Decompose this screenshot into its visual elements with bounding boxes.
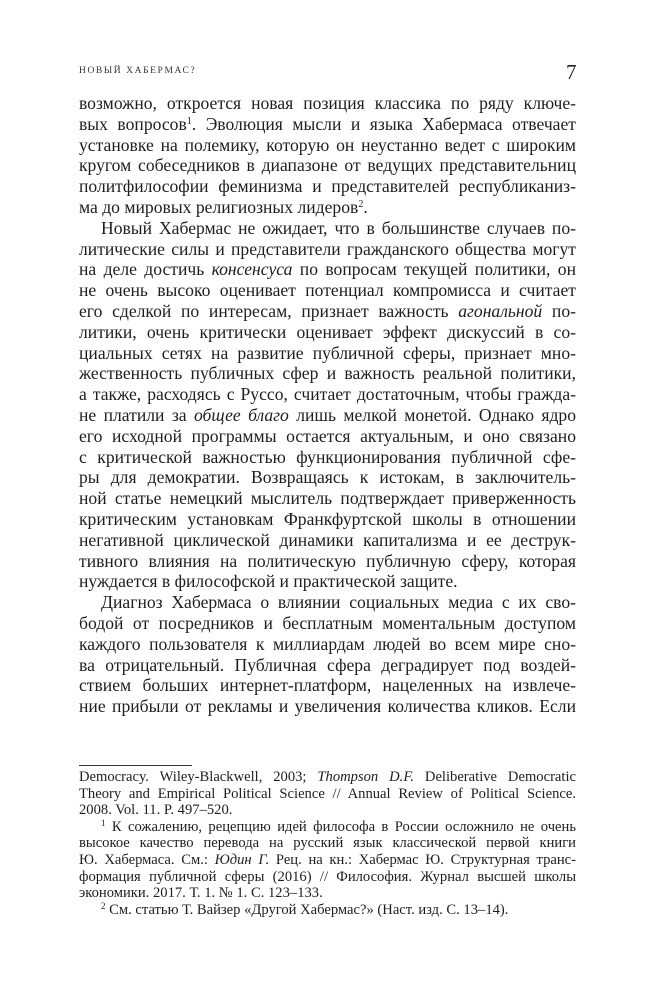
text-run: негативной циклической динамики капитализма и ее деструк- bbox=[79, 529, 576, 550]
text-line bbox=[79, 655, 576, 676]
text-run: не платили за bbox=[79, 404, 194, 425]
text-run: Democracy. Wiley-Blackwell, 2003; bbox=[79, 769, 318, 785]
text-run: Theory and Empirical Political Science // Annual Review of Political Science. bbox=[79, 785, 576, 802]
text-line bbox=[79, 675, 576, 696]
text-run: Новый Хабермас не ожидает, что в большинстве случаев по- bbox=[101, 217, 576, 238]
text-line bbox=[79, 197, 576, 218]
text-run: установке на полемику, которую он неустанно ведет с широким bbox=[79, 134, 576, 155]
text-run: лишь мелкой монетой. Однако ядро bbox=[288, 404, 577, 425]
text-run: жественность публичных сфер и важность реальной политики, bbox=[79, 363, 576, 384]
text-run: К сожалению, рецепцию идей философа в России осложнило не очень bbox=[105, 818, 576, 835]
text-run: политфилософии феминизма и представителей республиканиз- bbox=[79, 176, 576, 197]
text-line bbox=[79, 696, 576, 717]
text-line bbox=[79, 509, 576, 530]
footnote-ref: 2 bbox=[101, 900, 106, 911]
text-run: 2008. Vol. 11. P. 497–520. bbox=[79, 802, 233, 819]
text-line bbox=[79, 322, 576, 343]
text-run: каждого пользователя к миллиардам людей во всем мире сно- bbox=[79, 633, 576, 654]
text-run: с критической важностью функционирования публичной сфе- bbox=[79, 446, 576, 467]
text-line bbox=[79, 259, 576, 280]
text-line bbox=[79, 280, 576, 301]
footnote-line bbox=[79, 869, 576, 886]
footnote-line bbox=[79, 819, 576, 836]
text-line bbox=[79, 176, 576, 197]
text-line bbox=[79, 239, 576, 260]
text-run: по вопросам текущей политики, он bbox=[292, 259, 576, 280]
text-line bbox=[79, 447, 576, 468]
text-run: ва отрицательный. Публичная сфера деградирует под воздей- bbox=[79, 654, 576, 675]
text-run: ма до мировых религиозных лидеров bbox=[79, 196, 359, 217]
text-run: См. статью Т. Вайзер «Другой Хабермас?» (Наст. изд. С. 13–14). bbox=[105, 901, 509, 918]
text-line bbox=[79, 135, 576, 156]
text-run: возможно, откроется новая позиция классика по ряду ключе- bbox=[79, 93, 576, 113]
italic-text: Thompson D.F. bbox=[317, 769, 414, 785]
text-run: ствием больших интернет-платформ, нацеленных на извлече- bbox=[79, 675, 576, 696]
footnote-divider bbox=[79, 765, 192, 766]
italic-text: общее благо bbox=[193, 404, 289, 425]
footnote-line bbox=[79, 885, 576, 902]
text-run: . Эволюция мысли и языка Хабермаса отвечает bbox=[191, 113, 576, 134]
text-run: Рец. на кн.: Хабермас Ю. Структурная транс- bbox=[269, 851, 576, 868]
text-run: нуждается в философской и практической защите. bbox=[79, 571, 458, 592]
italic-text: агональной bbox=[458, 300, 543, 321]
text-run: критическим установкам Франкфуртской школы в отношении bbox=[79, 508, 576, 529]
text-run: экономики. 2017. Т. 1. № 1. С. 123–133. bbox=[79, 885, 323, 902]
text-line bbox=[79, 488, 576, 509]
footnote-line bbox=[79, 786, 576, 803]
text-run: Ю. Хабермаса. См.: bbox=[79, 851, 215, 868]
footnotes bbox=[79, 769, 576, 918]
text-run: по- bbox=[542, 300, 576, 321]
text-line bbox=[79, 530, 576, 551]
text-run: тивного влияния на политическую публичную сферу, которая bbox=[79, 550, 576, 571]
text-run: . bbox=[363, 196, 368, 217]
text-run: Deliberative Democratic bbox=[414, 769, 576, 785]
text-run: литические силы и представители гражданского общества могут bbox=[79, 238, 576, 259]
text-run: ры для демократии. Возвращаясь к истокам, в заключитель- bbox=[79, 467, 576, 488]
text-run: ной статье немецкий мыслитель подтверждает приверженность bbox=[79, 488, 576, 509]
text-run: а также, расходясь с Руссо, считает достаточным, чтобы гражда- bbox=[79, 384, 576, 405]
text-line bbox=[79, 93, 576, 114]
text-line bbox=[79, 363, 576, 384]
text-line bbox=[79, 551, 576, 572]
footnote-ref: 1 bbox=[101, 817, 106, 828]
text-run: его сделкой по интересам, признает важность bbox=[79, 300, 459, 321]
italic-text: Юдин Г. bbox=[214, 851, 270, 868]
text-run: вых вопросов bbox=[79, 113, 187, 134]
text-run: не очень высоко оценивает потенциал компромисса и считает bbox=[79, 280, 576, 301]
text-line bbox=[79, 613, 576, 634]
text-run: циальных сетях на развитие публичной сферы, признает мно- bbox=[79, 342, 576, 363]
text-line bbox=[79, 467, 576, 488]
text-line bbox=[79, 114, 576, 135]
text-run: формация публичной сферы (2016) // Философия. Журнал высшей школы bbox=[79, 868, 576, 885]
text-line bbox=[79, 571, 576, 592]
text-run: бодой от посредников и бесплатным моментальным доступом bbox=[79, 612, 576, 633]
text-line bbox=[79, 301, 576, 322]
footnote-line bbox=[79, 902, 576, 919]
text-line bbox=[79, 384, 576, 405]
text-run: литики, очень критически оценивает эффект дискуссий в со- bbox=[79, 321, 576, 342]
text-run: кругом собеседников в диапазоне от ведущих представительниц bbox=[79, 155, 576, 176]
text-line bbox=[79, 634, 576, 655]
footnote-line bbox=[79, 802, 576, 819]
text-run: его исходной программы остается актуальным, и оно связано bbox=[79, 425, 576, 446]
text-line bbox=[79, 426, 576, 447]
text-run: высокое качество перевода на русский язык классической первой книги bbox=[79, 835, 576, 852]
footnote-ref: 2 bbox=[358, 198, 364, 210]
text-line bbox=[79, 218, 576, 239]
footnote-line bbox=[79, 835, 576, 852]
italic-text: консенсуса bbox=[211, 259, 293, 280]
footnote-ref: 1 bbox=[186, 115, 192, 127]
text-line bbox=[79, 155, 576, 176]
text-line bbox=[79, 405, 576, 426]
main-text bbox=[79, 93, 576, 717]
text-run: на деле достичь bbox=[79, 259, 212, 280]
footnote-line bbox=[79, 769, 576, 786]
text-run: ние прибыли от рекламы и увеличения количества кликов. Если bbox=[79, 696, 576, 717]
text-line bbox=[79, 343, 576, 364]
footnote-line bbox=[79, 852, 576, 869]
text-run: Диагноз Хабермаса о влиянии социальных медиа с их сво- bbox=[101, 592, 576, 613]
running-head: НОВЫЙ ХАБЕРМАС? bbox=[79, 66, 197, 76]
text-line bbox=[79, 592, 576, 613]
page-number: 7 bbox=[566, 60, 577, 84]
